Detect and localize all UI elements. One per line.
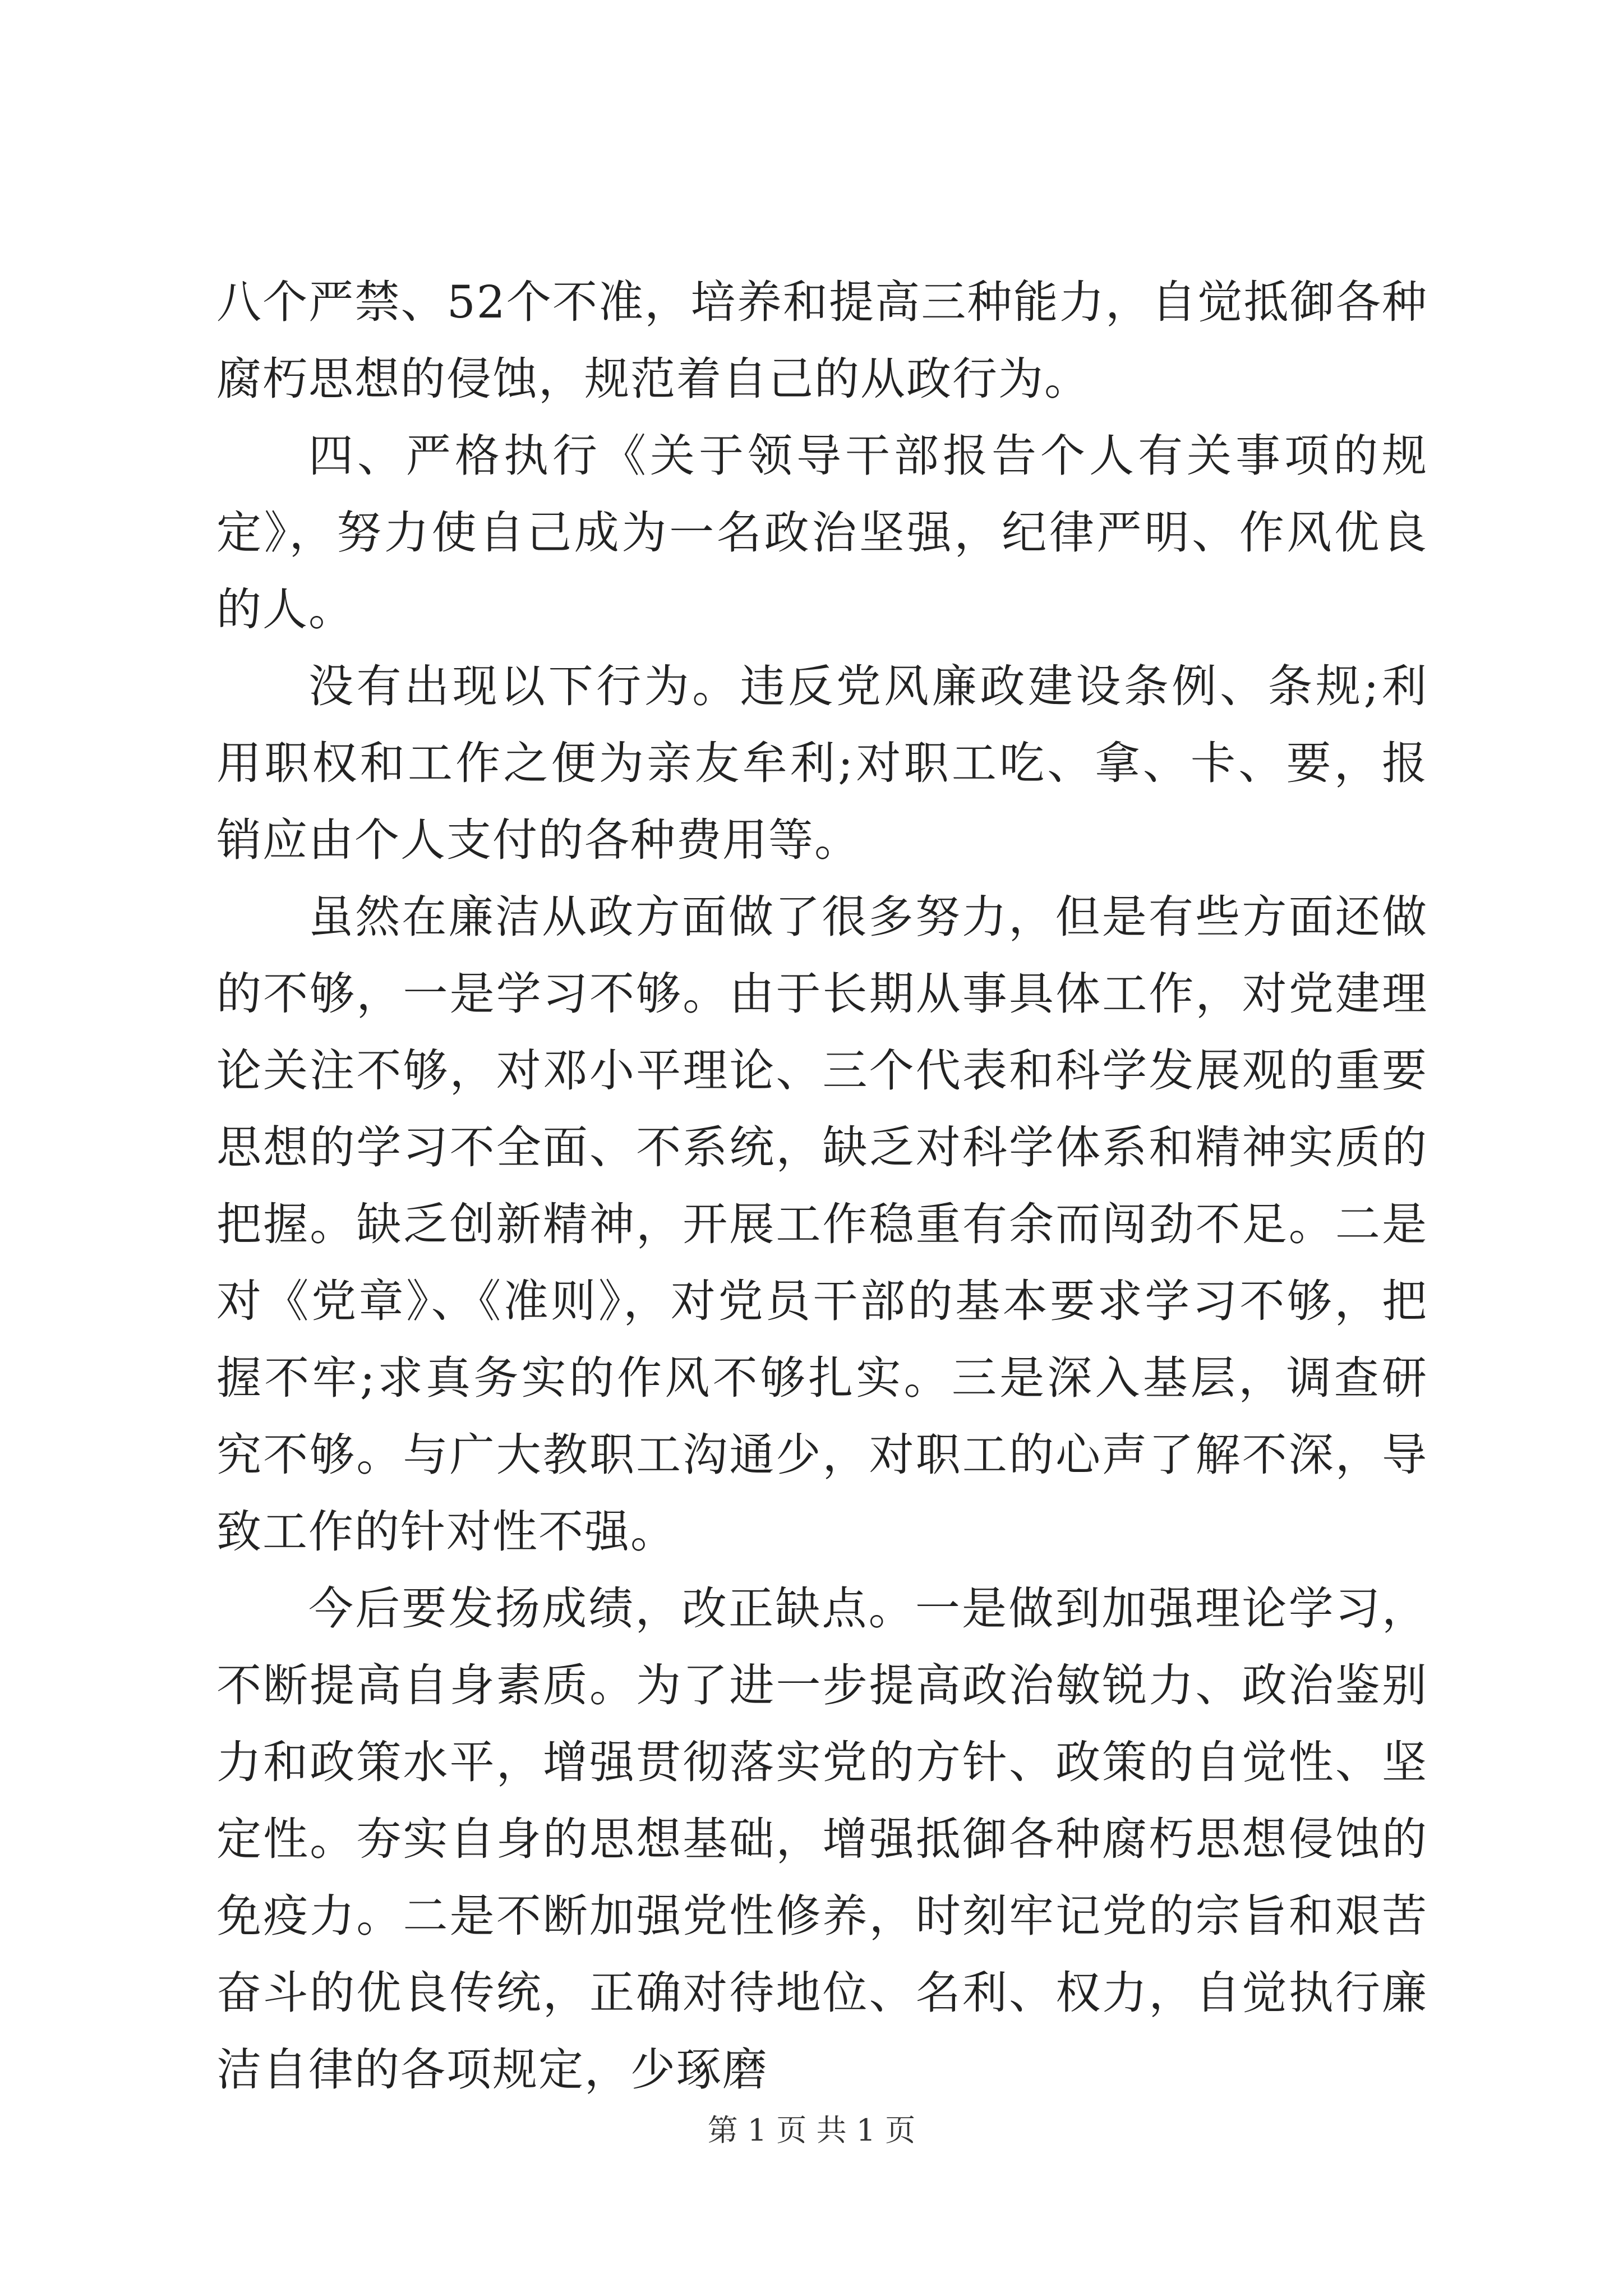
document-body (216, 264, 1428, 2108)
paragraph-no-violations: 没有出现以下行为。违反党风廉政建设条例、条规;利用职权和工作之便为亲友牟利;对职工吃、拿、卡、要，报销应由个人支付的各种费用等。 (216, 660, 1428, 866)
paragraph-continuation: 八个严禁、52个不准，培养和提高三种能力，自觉抵御各种腐朽思想的侵蚀，规范着自己的从政行为。 (216, 276, 1428, 405)
paragraph-future-plans: 今后要发扬成绩，改正缺点。一是做到加强理论学习，不断提高自身素质。为了进一步提高政治敏锐力、政治鉴别力和政策水平，增强贯彻落实党的方针、政策的自觉性、坚定性。夯实自身的思想基础，增强抵御各种腐朽思想侵蚀的免疫力。二是不断加强党性修养，时刻牢记党的宗旨和艰苦奋斗的优良传统，正确对待地位、名利、权力，自觉执行廉洁自律的各项规定，少琢磨 (216, 1582, 1428, 2096)
page-footer: 第 1 页 共 1 页 (707, 2113, 916, 2148)
paragraph-item-four: 四、严格执行《关于领导干部报告个人有关事项的规定》，努力使自己成为一名政治坚强，纪律严明、作风优良的人。 (216, 430, 1428, 636)
paragraph-shortcomings: 虽然在廉洁从政方面做了很多努力，但是有些方面还做的不够，一是学习不够。由于长期从事具体工作，对党建理论关注不够，对邓小平理论、三个代表和科学发展观的重要思想的学习不全面、不系统，缺乏对科学体系和精神实质的把握。缺乏创新精神，开展工作稳重有余而闯劲不足。二是对《党章》、《准则》，对党员干部的基本要求学习不够，把握不牢;求真务实的作风不够扎实。三是深入基层，调查研究不够。与广大教职工沟通少，对职工的心声了解不深，导致工作的针对性不强。 (216, 891, 1428, 1558)
